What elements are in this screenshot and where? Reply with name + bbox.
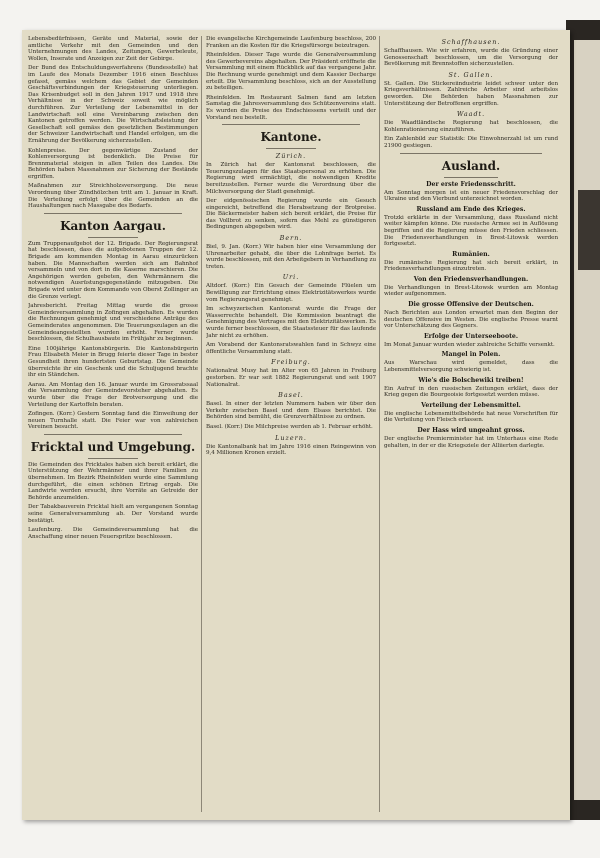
article-paragraph: Maßnahmen zur Streichholzsversorgung. Die neue Verordnung über Zündhölzchen tritt am 1. Januar in Kraft. Die Verteilung erfolgt über die Gemeinden an die Haushaltungen nach Massgabe des Bedarfs. [28,183,198,210]
subheading-basel: Basel. [278,391,304,400]
article-paragraph: Die Kantonalbank hat im Jahre 1916 einen Reingewinn von 9,4 Millionen Kronen erzielt. [206,443,376,457]
article-paragraph: Zum Truppenaufgebot der 12. Brigade. Der Regierungsrat hat beschlossen, dass die aufgebotenen Truppen der 12. Brigade am kommenden Montag in Aarau einzurücken haben. Die Mannschaften werden sich am Bahnhof versammeln und von dort in die Kaserne marschieren. Die Angehörigen werden gebeten, den Wehrmännern die notwendigen Ausrüstungsgegenstände mitzugeben. Die Brigade wird unter dem Kommando von Oberst Zollinger an die Grenze verlegt. [28,240,198,300]
subheading-st-gallen: St. Gallen. [448,70,494,79]
column-divider [201,36,202,812]
subheading-bern: Bern. [279,234,303,243]
article-paragraph: Jahresbericht. Freitag Mittag wurde die grosse Gemeindeversammlung in Zofingen abgehalten. Es wurden die Rechnungen genehmigt und verschiedene Anträge des Gemeinderates angenommen. Die Teuerungszulagen an die Gemeindeangestellten wurden erhöht. Ferner wurde beschlossen, die Schulhausbaute im Frühjahr zu beginnen. [28,303,198,343]
article-paragraph: Der englische Premierminister hat im Unterhaus eine Rede gehalten, in der er die Kriegsziele der Alliierten darlegte. [384,436,558,449]
section-rule [400,153,542,154]
article-paragraph: Aarau. Am Montag den 16. Januar wurde im Grossratssaal die Versammlung der Gemeindevorsteher abgehalten. Es wurde über die Frage der Brotversorgung und die Verteilung der Kartoffeln beraten. [28,381,198,408]
article-paragraph: Am Sonntag morgen ist ein neuer Friedensvorschlag der Ukraine und den Vierbund unterzeichnet worden. [384,189,558,203]
column-middle [206,36,376,812]
article-paragraph: In Zürich hat der Kantonsrat beschlossen, die Teuerungszulagen für das Staatspersonal zu erhöhen. Die Regierung wird ermächtigt, die notwendigen Kredite bereitzustellen. Ferner wurde die Verordnung über die Milchversorgung der Stadt genehmigt. [206,162,376,195]
article-title: Der erste Friedensschritt. [426,180,516,188]
article-paragraph: Rheinfelden. Dieser Tage wurde die Generalversammlung des Gewerbevereins abgehalten. Der Präsident eröffnete die Versammlung mit einem Rückblick auf das vergangene Jahr. Die Rechnung wurde genehmigt und dem Kassier Decharge erteilt. Die Versammlung beschloss, sich an der Ausstellung zu beteiligen. [206,52,376,92]
article-title: Verteilung der Lebensmittel. [421,401,521,409]
section-rule [444,177,498,178]
facing-page-dark-block [578,190,600,270]
article-paragraph: Altdorf. (Korr.) Ein Gesuch der Gemeinde Flüelen um Bewilligung zur Errichtung eines Elektrizitätswerkes wurde vom Regierungsrat genehmigt. [206,283,376,303]
article-title: Der Hass wird ungeahnt gross. [417,427,525,434]
article-paragraph: Biel, 9. Jan. (Korr.) Wir haben hier eine Versammlung der Uhrenarbeiter gehabt, die über die Lohnfrage beriet. Es wurde beschlossen, mit den Arbeitgebern in Verhandlung zu treten. [206,244,376,270]
column-right [384,36,558,812]
subheading-zurich: Zürich. [275,152,307,161]
section-heading-ausland: Ausland. [441,158,501,173]
section-rule [266,148,316,149]
article-paragraph: Am Vorabend der Kantonsratswahlen fand in Schwyz eine öffentliche Versammlung statt. [206,342,376,355]
article-paragraph: Ein Aufruf in den russischen Zeitungen erklärt, dass der Krieg gegen die Bourgeoisie fortgesetzt werden müsse. [384,385,558,399]
subheading-waadt: Waadt. [456,110,486,119]
column-divider [379,36,380,812]
article-paragraph: Lebensbedürfnissen, Geräte und Material, sowie der amtliche Verkehr mit den Gemeinden und den Unternehmungen des Landes, Zeitungen, Gewerbeleute, Wollen, Inserate und Anzeigen zur Zeit der Gebirge. [28,36,198,62]
article-paragraph: Im Monat Januar wurden wieder zahlreiche Schiffe versenkt. [384,341,555,348]
article-paragraph: St. Gallen. Die Stickereiindustrie leidet schwer unter den Kriegsverhältnissen. Zahlreiche Arbeiter sind arbeitslos geworden. Die Behörden haben Massnahmen zur Unterstützung der Betroffenen ergriffen. [384,80,558,107]
article-paragraph: Die evangelische Kirchgemeinde Laufenburg beschloss, 200 Franken an die Kosten für die Kriegsfürsorge beizutragen. [206,36,376,49]
column-left [28,36,198,812]
section-rule [222,124,360,125]
article-paragraph: Schaffhausen. Wie wir erfahren, wurde die Gründung einer Genossenschaft beschlossen, um die Versorgung der Bevölkerung mit Brennstoffen sicherzustellen. [384,48,558,68]
article-paragraph: Aus Warschau wird gemeldet, dass die Lebensmittelversorgung schwierig ist. [384,360,558,374]
article-paragraph: Rheinfelden. Im Restaurant Salmen fand am letzten Samstag die Jahresversammlung des Schützenvereins statt. Es wurden die Preise des Endschiessens verteilt und der Vorstand neu bestellt. [206,94,376,121]
article-title: Rumänien. [452,250,490,258]
subheading-luzern: Luzern. [275,433,307,442]
article-title: Russland am Ende des Krieges. [416,205,526,213]
section-rule [88,237,138,238]
article-paragraph: Zofingen. (Korr.) Gestern Sonntag fand die Einweihung der neuen Turnhalle statt. Die Feier war von zahlreichen Vereinen besucht. [28,411,198,431]
newspaper-page [22,30,570,820]
article-paragraph: Nach Berichten aus London erwartet man den Beginn der deutschen Offensive im Westen. Die englische Presse warnt vor Unterschätzung des Gegners. [384,310,558,330]
subheading-uri: Uri. [282,273,300,282]
article-paragraph: Im schwyzerischen Kantonsrat wurde die Frage der Wasserrechte behandelt. Die Kommission beantragt die Genehmigung des Vertrages mit den Elektrizitätswerken. Es wurde ferner beschlossen, die Staatssteuer für das laufende Jahr nicht zu erhöhen. [206,306,376,339]
article-paragraph: Die Verhandlungen in Brest-Litowsk wurden am Montag wieder aufgenommen. [384,284,558,298]
article-paragraph: Laufenburg. Die Gemeindeversammlung hat die Anschaffung einer neuen Feuerspritze beschlossen. [28,527,198,540]
section-rule [88,458,138,459]
article-paragraph: Der eidgenössischen Regierung wurde ein Gesuch eingereicht, betreffend die Herabsetzung der Brotpreise. Die Bäckermeister haben sich bereit erklärt, die Preise für das Vollbrot zu senken, sofern das Mehl zu günstigeren Bedingungen abgegeben wird. [206,198,376,231]
article-paragraph: Ein Zahlenbild zur Statistik: Die Einwohnerzahl ist um rund 21900 gestiegen. [384,136,558,149]
article-paragraph: Trotzki erklärte in der Versammlung, dass Russland nicht weiter kämpfen könne. Die russische Armee sei in Auflösung begriffen und die Regierung müsse den Frieden schliessen. Die Friedensverhandlungen in Brest-Litowsk werden fortgesetzt. [384,214,558,248]
section-rule [44,434,182,435]
article-paragraph: Nationalrat Musy hat im Alter von 65 Jahren in Freiburg gestorben. Er war seit 1882 Regierungsrat und seit 1907 Nationalrat. [206,368,376,388]
article-paragraph: Eine 100jährige Kantonsbürgerin. Die Kantonsbürgerin Frau Elisabeth Meier in Brugg feierte dieser Tage in bester Gesundheit ihren hundertsten Geburtstag. Die Gemeinde überreichte ihr ein Geschenk und die Schuljugend brachte ihr ein Ständchen. [28,345,198,379]
article-paragraph: Kohlenpreise. Der gegenwärtige Zustand der Kohlenversorgung ist bedenklich. Die Preise für Brennmaterial steigen in allen Teilen des Landes. Die Behörden haben Massnahmen zur Sicherung der Bestände ergriffen. [28,147,198,180]
article-paragraph: Basel. (Korr.) Die Milchpreise werden ab 1. Februar erhöht. [206,423,373,430]
article-paragraph: Basel. In einer der letzten Nummern haben wir über den Verkehr zwischen Basel und dem Elsass berichtet. Die Behörden sind bemüht, die Grenzverhältnisse zu ordnen. [206,401,376,421]
article-title: Erfolge der Unterseeboote. [423,332,519,340]
section-heading-fricktal: Fricktal und Umgebung. [30,439,196,454]
section-rule [44,213,182,214]
subheading-freiburg: Freiburg. [271,358,311,367]
article-paragraph: Die rumänische Regierung hat sich bereit erklärt, in Friedensverhandlungen einzutreten. [384,259,558,273]
article-paragraph: Die Gemeinden des Fricktales haben sich bereit erklärt, die Unterstützung der Wehrmänner und ihrer Familien zu übernehmen. Im Bezirk Rheinfelden wurde eine Sammlung durchgeführt, die einen schönen Ertrag ergab. Die Landwirte werden ersucht, ihre Vorräte an Getreide der Behörde anzumelden. [28,461,198,501]
article-paragraph: Der Tabakbauverein Fricktal hielt am vergangenen Sonntag seine Generalversammlung ab. Der Vorstand wurde bestätigt. [28,504,198,524]
article-paragraph: Die Waadtländische Regierung hat beschlossen, die Kohlenrationierung einzuführen. [384,120,558,133]
facing-page-text-strip [574,40,600,800]
article-title: Die grosse Offensive der Deutschen. [408,301,534,309]
article-title: Mangel in Polen. [441,351,501,359]
section-heading-kantone: Kantone. [260,130,322,145]
article-title: Wie's die Bolschewiki treiben! [418,376,524,384]
article-title: Von den Friedensverhandlungen. [413,275,529,283]
article-paragraph: Der Bund des Entschuldungsverfahrens (Bundesstelle) hat im Laufe des Monats Dezember 1916 einen Beschluss gefasst, gemäss welchem das Gebiet der Gemeinden Geschäftsverbindungen der Kriegsteuerung unterliegen. Das Krisenbudget soll in den Jahren 1917 und 1918 ihre Verhältnisse in der Schweiz soweit wie möglich durchführen. Zur Verteilung der Lebensmittel in der Landwirtschaft soll eine Vereinbarung zwischen den Kantonen getroffen werden. Die Wirtschaftsleistung der Gesellschaft soll gemäss den gesetzlichen Bestimmungen der Schweizer Landwirtschaft und Handel erfolgen, um die Ernährung der Bevölkerung sicherzustellen. [28,65,198,144]
subheading-schaffhausen: Schaffhausen. [441,38,501,46]
article-paragraph: Die englische Lebensmittelbehörde hat neue Vorschriften für die Verteilung von Fleisch erlassen. [384,410,558,424]
section-heading-aargau: Kanton Aargau. [60,218,166,233]
